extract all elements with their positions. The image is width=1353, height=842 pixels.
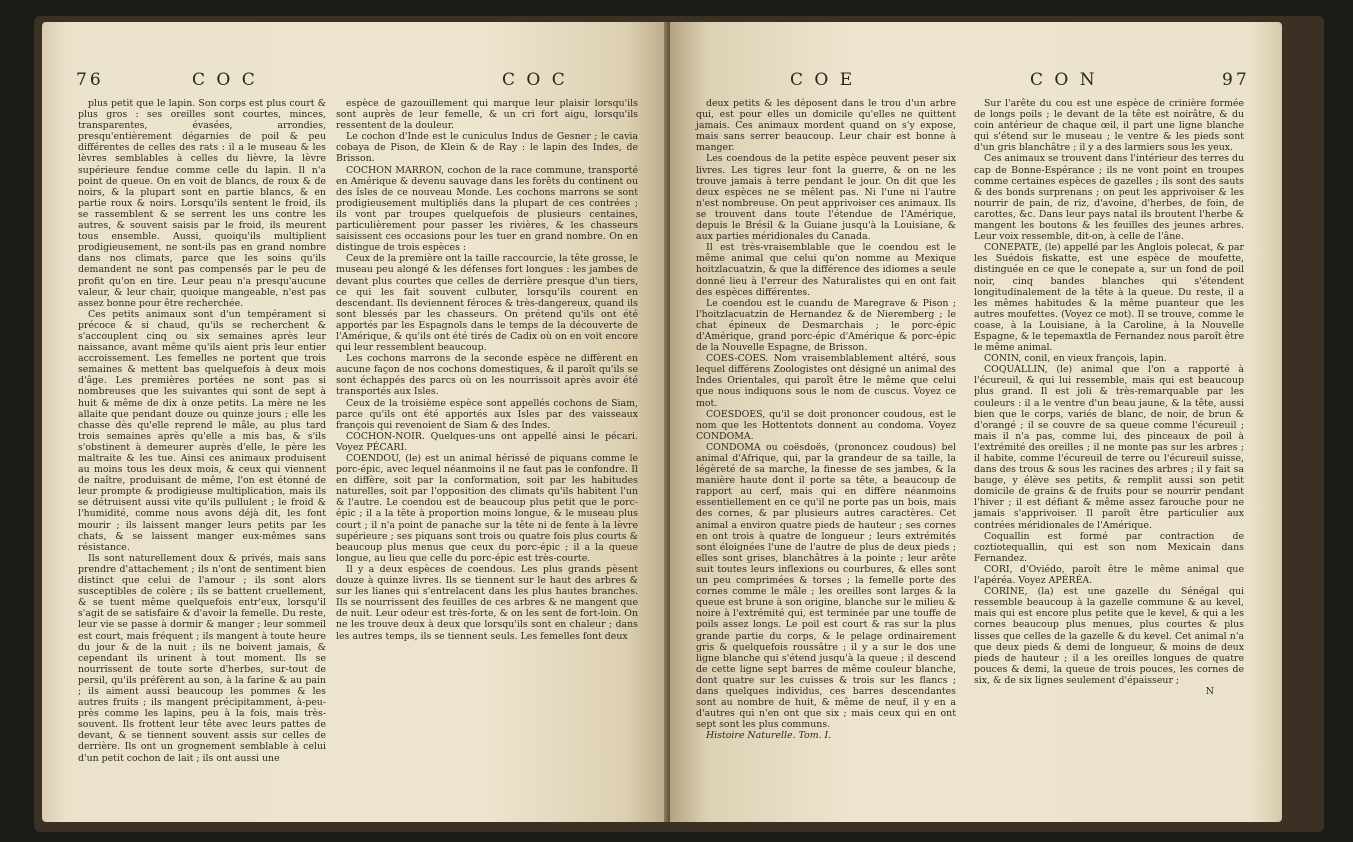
paragraph: plus petit que le lapin. Son corps est plus court & plus gros : ses oreilles sont courtes, minces, transparentes, évasées, arrondies, presqu'entièrement dégarnies de poil & peu différentes de celles des rats : il a le museau & les lèvres semblables à celles du lièvre, la lèvre supérieure fendue comme celle du lapin. Il n'a point de queue. On en voit de blancs, de roux & de noirs, & la plupart sont en partie blancs, & en partie roux & noirs. Lorsqu'ils sentent le froid, ils se rassemblent & se serrent les uns contre les autres, & souvent saisis par le froid, ils meurent tous ensemble. Aussi, quoiqu'ils multiplient prodigieusement, ne sont-ils pas en grand nombre dans nos climats, parce que les soins qu'ils demandent ne sont pas compensés par le peu de profit qu'on en tire. Leur peau n'a presqu'aucune valeur, & leur chair, quoique mangeable, n'est pas assez bonne pour être recherchée. — [78, 98, 326, 309]
right-column-2 — [974, 98, 1244, 697]
paragraph: COESDOES, qu'il se doit prononcer coudous, est le nom que les Hottentots donnent au condoma. Voyez CONDOMA. — [696, 408, 956, 442]
left-column-1 — [78, 98, 326, 764]
paragraph: Coquallin est formé par contraction de coztiotequallin, qui est son nom Mexicain dans Fernandez. — [974, 530, 1244, 564]
running-head-left-2: C O C — [502, 70, 568, 90]
paragraph: Le cochon d'Inde est le cuniculus Indus de Gesner ; le cavia cobaya de Pison, de Klein & de Ray : le lapin des Indes, de Brisson. — [336, 131, 638, 165]
paragraph: CORI, d'Oviédo, paroît être le même animal que l'apéréa. Voyez APÉRÉA. — [974, 563, 1244, 587]
paragraph: Ceux de la première ont la taille raccourcie, la tête grosse, le museau peu alongé & les défenses fort longues : les jambes de devant plus courtes que celles de derrière presque d'un tiers, ce qui les fait souvent culbuter, lorsqu'ils courent en descendant. Ils deviennent féroces & très-dangereux, quand ils sont blessés par les chasseurs. On prétend qu'ils ont été apportés par les Espagnols dans le temps de la découverte de l'Amérique, & qu'ils ont été tirés de Cadix où on en voit encore qui leur ressemblent beaucoup. — [336, 253, 638, 354]
left-page — [42, 22, 670, 822]
paragraph: COCHON-NOIR. Quelques-uns ont appellé ainsi le pécari. Voyez PÉCARI. — [336, 430, 638, 453]
paragraph: COES-COES. Nom vraisemblablement altéré, sous lequel différens Zoologistes ont désigné un animal des Indes Orientales, qui paroît être le même que celui que nous indiquons sous le nom de cuscus. Voyez ce mot. — [696, 353, 956, 409]
paragraph: Il est très-vraisemblable que le coendou est le même animal que celui qu'on nomme au Mexique hoitzlacuatzin, & que la différence des idiomes a seule donné lieu à l'erreur des Naturalistes qui en ont fait des espèces différentes. — [696, 242, 956, 298]
page-number-left: 76 — [76, 70, 104, 90]
paragraph: CONEPATE, (le) appellé par les Anglois polecat, & par les Suédois fiskatte, est une espèce de moufette, distinguée en ce que le conepate a, sur un fond de poil noir, cinq bandes blanches qui s'étendent longitudinalement de la tête à la queue. Du reste, il a les mêmes habitudes & la même puanteur que les autres moufettes. (Voyez ce mot). Il se trouve, comme le coase, à la Louisiane, à la Caroline, à la Nouvelle Espagne, & le tepemaxtla de Fernandez nous paroît être le même animal. — [974, 242, 1244, 354]
paragraph: Ces petits animaux sont d'un tempérament si précoce & si chaud, qu'ils se recherchent & s'accouplent cinq ou six semaines après leur naissance, avant même qu'ils aient pris leur entier accroissement. Les femelles ne portent que trois semaines & mettent bas quelquefois à deux mois d'âge. Les premières portées ne sont pas si nombreuses que les suivantes qui sont de sept à huit & même de dix à onze petits. La mère ne les allaite que pendant douze ou quinze jours ; elle les chasse dès qu'elle reprend le mâle, au plus tard trois semaines après qu'elle a mis bas, & s'ils s'obstinent à demeurer auprès d'elle, le père les maltraite & les tue. Ainsi ces animaux produisent au moins tous les deux mois, & ceux qui viennent de naître, produisant de même, l'on est étonné de leur prompte & prodigieuse multiplication, mais ils se détruisent aussi vite qu'ils pullulent ; le froid & l'humidité, comme nous avons déjà dit, les font mourir ; ils laissent manger leurs petits par les chats, & se laissent manger eux-mêmes sans résistance. — [78, 308, 326, 553]
paragraph: CONDOMA ou coësdoës, (prononcez coudous) bel animal d'Afrique, qui, par la grandeur de sa taille, la légèreté de sa marche, la finesse de ses jambes, & la manière haute dont il porte sa tête, a beaucoup de rapport au cerf, mais qui en diffère néanmoins essentiellement en ce qu'il ne porte pas un bois, mais des cornes, & par plusieurs autres caractères. Cet animal a environ quatre pieds de hauteur ; ses cornes en ont trois à quatre de longueur ; leurs extrémités sont éloignées l'une de l'autre de plus de deux pieds ; elles sont grises, blanchâtres à la pointe ; leur arête suit toutes leurs inflexions ou courbures, & elles sont un peu comprimées & torses ; la femelle porte des cornes comme le mâle ; les oreilles sont larges & la queue est brune à son origine, blanche sur le milieu & noire à l'extrémité qui, est terminée par une touffe de poils assez longs. Le poil est court & ras sur la plus grande partie du corps, & le pelage ordinairement gris & quelquefois roussâtre ; il y a sur le dos une ligne blanche qui s'étend jusqu'à la queue ; il descend de cette ligne sept barres de même couleur blanche, dont quatre sur les cuisses & trois sur les flancs ; dans quelques individus, ces barres descendantes sont au nombre de huit, & même de neuf, il y en a d'autres qui n'en ont que six ; mais ceux qui en ont sept sont les plus communs. — [696, 441, 956, 731]
paragraph: Il y a deux espèces de coendous. Les plus grands pèsent douze à quinze livres. Ils se tiennent sur le haut des arbres & sur les lianes qui s'entrelacent dans les plus hautes branches. Ils se nourrissent des feuilles de ces arbres & ne mangent que de nuit. Leur odeur est très-forte, & on les sent de fort-loin. On ne les trouve deux à deux que lorsqu'ils sont en chaleur ; dans les autres temps, ils se tiennent seuls. Les femelles font deux — [336, 563, 638, 642]
running-head-right-1: C O E — [790, 70, 856, 90]
footnote: Histoire Naturelle. Tom. I. — [706, 730, 832, 742]
page-number-right: 97 — [1222, 70, 1250, 90]
running-head-left-1: C O C — [192, 70, 258, 90]
right-page — [670, 22, 1282, 822]
paragraph: Les cochons marrons de la seconde espèce ne diffèrent en aucune façon de nos cochons domestiques, & il paroît qu'ils se sont échappés des parcs où on les nourrissoit après avoir été transportés aux Isles. — [336, 353, 638, 398]
running-head-right-2: C O N — [1030, 70, 1098, 90]
paragraph: Le coendou est le cuandu de Maregrave & Pison ; l'hoitzlacuatzin de Hernandez & de Nieremberg ; le chat épineux de Desmarchais ; le porc-épic d'Amérique, grand porc-épic d'Amérique & porc-épic de la Nouvelle Espagne, de Brisson. — [696, 297, 956, 354]
paragraph: Ils sont naturellement doux & privés, mais sans prendre d'attachement ; ils n'ont de sentiment bien distinct que celui de l'amour ; ils sont alors susceptibles de colère ; ils se battent cruellement, & se tuent même quelquefois entr'eux, lorsqu'il s'agit de se satisfaire & d'avoir la femelle. Du reste, leur vie se passe à dormir & manger ; leur sommeil est court, mais fréquent ; ils mangent à toute heure du jour & de la nuit ; ils ne boivent jamais, & cependant ils urinent à tout moment. Ils se nourrissent de toute sorte d'herbes, sur-tout de persil, qu'ils préfèrent au son, à la farine & au pain ; ils aiment aussi beaucoup les pommes & les autres fruits ; ils mangent précipitamment, à-peu-près comme les lapins, peu à la fois, mais très-souvent. Ils frottent leur tête avec leurs pattes de devant, & se tiennent souvent assis sur celles de derrière. Ils ont un grognement semblable à celui d'un petit cochon de lait ; ils ont aussi une — [78, 552, 326, 764]
left-column-2 — [336, 98, 638, 642]
paragraph: COQUALLIN, (le) animal que l'on a rapporté à l'écureuil, & qui lui ressemble, mais qui est beaucoup plus grand. Il est joli & très-remarquable par les couleurs : il a le ventre d'un beau jaune, & la tête, aussi bien que le corps, variés de blanc, de noir, de brun & d'orangé ; il se couvre de sa queue comme l'écureuil ; mais il n'a pas, comme lui, des pinceaux de poil à l'extrémité des oreilles ; il ne monte pas sur les arbres ; il habite, comme l'écureuil de terre ou l'écureuil suisse, dans des trous & sous les racines des arbres ; il y fait sa bauge, y élève ses petits, & remplit aussi son petit domicile de grains & de fruits pour se nourrir pendant l'hiver ; il est défiant & même assez farouche pour ne jamais s'apprivoiser. Il paroît être particulier aux contrées méridionales de l'Amérique. — [974, 364, 1244, 531]
paragraph: COCHON MARRON, cochon de la race commune, transporté en Amérique & devenu sauvage dans les forêts du continent ou des îsles de ce nouveau Monde. Les cochons marrons se sont prodigieusement multipliés dans la plupart de ces contrées ; ils vont par troupes quelquefois de plusieurs centaines, particulièrement pour passer les rivières, & les chasseurs saisissent ces occasions pour les tuer en grand nombre. On en distingue de trois espèces : — [336, 164, 638, 254]
paragraph: CORINE, (la) est une gazelle du Sénégal qui ressemble beaucoup à la gazelle commune & au kevel, mais qui est encore plus petite que le kevel, & qui a les cornes beaucoup plus menues, plus courtes & plus lisses que celles de la gazelle & du kevel. Cet animal n'a que deux pieds & demi de longueur, & moins de deux pieds de hauteur ; il a les oreilles longues de quatre pouces & demi, la queue de trois pouces, les cornes de six, & de six lignes seulement d'épaisseur ; — [974, 586, 1244, 686]
paragraph: CONIN, conil, en vieux françois, lapin. — [984, 353, 1167, 365]
paragraph: Ceux de la troisième espèce sont appellés cochons de Siam, parce qu'ils ont été apportés aux Isles par des vaisseaux françois qui revenoient de Siam & des Indes. — [336, 397, 638, 431]
paragraph: espèce de gazouillement qui marque leur plaisir lorsqu'ils sont auprès de leur femelle, & un cri fort aigu, lorsqu'ils ressentent de la douleur. — [336, 98, 638, 132]
paragraph: Ces animaux se trouvent dans l'intérieur des terres du cap de Bonne-Espérance ; ils ne vont point en troupes comme certaines espèces de gazelles ; ils sont des sauts & des bonds surprenans ; on peut les apprivoiser & les nourrir de pain, de riz, d'avoine, d'herbes, de foin, de carottes, &c. Dans leur pays natal ils broutent l'herbe & mangent les boutons & les feuilles des jeunes arbres. Leur voix ressemble, dit-on, à celle de l'âne. — [974, 153, 1244, 243]
paragraph: Sur l'arête du cou est une espèce de crinière formée de longs poils ; le devant de la tête est noirâtre, & du coin antérieur de chaque œil, il part une ligne blanche qui s'étend sur le museau ; le ventre & les pieds sont d'un gris blanchâtre ; il y a des larmiers sous les yeux. — [974, 98, 1244, 154]
right-column-1 — [696, 98, 956, 741]
paragraph: Les coendous de la petite espèce peuvent peser six livres. Les tigres leur font la guerre, & on ne les trouve jamais à terre pendant le jour. On dit que les deux espèces ne se mêlent pas. Ni l'une ni l'autre n'est nombreuse. On peut apprivoiser ces animaux. Ils se trouvent dans toute l'étendue de l'Amérique, depuis le Brésil & la Guiane jusqu'à la Louisiane, & aux parties méridionales du Canada. — [696, 153, 956, 243]
signature-mark: N — [1205, 685, 1214, 697]
paragraph: deux petits & les déposent dans le trou d'un arbre qui, est pour elles un domicile qu'elles ne quittent jamais. Ces animaux mordent quand on s'y expose, mais sans serrer beaucoup. Leur chair est bonne à manger. — [696, 98, 956, 154]
paragraph: COENDOU, (le) est un animal hérissé de piquans comme le porc-épic, avec lequel néanmoins il ne faut pas le confondre. Il en diffère, soit par la conformation, soit par les habitudes naturelles, soit par l'opposition des climats qu'ils habitent l'un & l'autre. Le coendou est de beaucoup plus petit que le porc-épic ; il a la tête à proportion moins longue, & le museau plus court ; il n'a point de panache sur la tête ni de fente à la lèvre supérieure ; ses piquans sont trois ou quatre fois plus courts & beaucoup plus menus que ceux du porc-épic ; il a la queue longue, au lieu que celle du porc-épic est très-courte. — [336, 453, 638, 564]
